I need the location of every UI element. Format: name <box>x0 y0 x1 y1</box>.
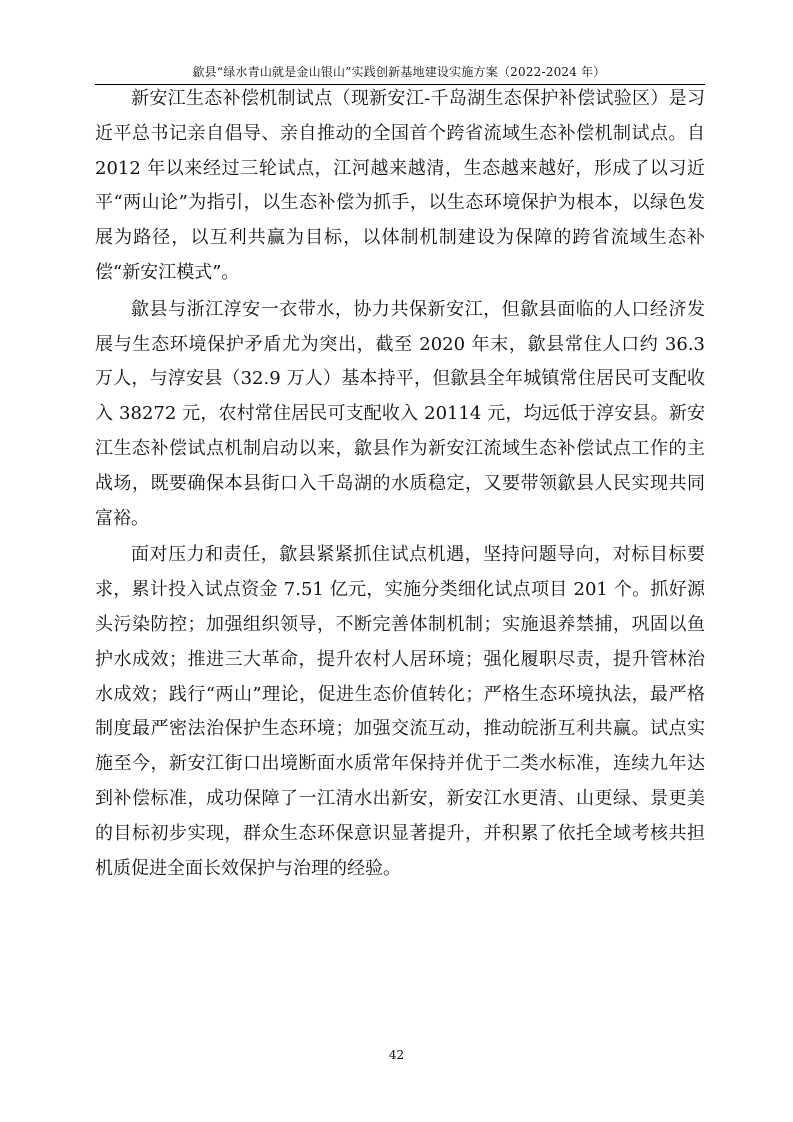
running-header: 歙县“绿水青山就是金山银山”实践创新基地建设实施方案（2022-2024 年） <box>192 65 606 79</box>
paragraph-shexian-chunan: 歙县与浙江淳安一衣带水，协力共保新安江，但歙县面临的人口经济发展与生态环境保护矛盾尤为突出，截至 2020 年末，歙县常住人口约 36.3 万人，与淳安县（32.9 万人）基本持平，但歙县全年城镇常住居民可支配收入 38272 元，农村常住居民可支配收入 20114 元，均远低于淳安县。新安江生态补偿试点机制启动以来，歙县作为新安江流域生态补偿试点工作的主战场，既要确保本县街口入千岛湖的水质稳定，又要带领歙县人民实现共同富裕。 <box>95 298 705 529</box>
body-text <box>95 82 705 888</box>
page-number: 42 <box>388 1048 405 1062</box>
paragraph-pilot-results: 面对压力和责任，歙县紧紧抓住试点机遇，坚持问题导向，对标目标要求，累计投入试点资金 7.51 亿元，实施分类细化试点项目 201 个。抓好源头污染防控；加强组织领导，不断完善体制机制；实施退养禁捕，巩固以鱼护水成效；推进三大革命，提升农村人居环境；强化履职尽责，提升管林治水成效；践行“两山”理论，促进生态价值转化；严格生态环境执法，最严格制度最严密法治保护生态环境；加强交流互动，推动皖浙互利共赢。试点实施至今，新安江街口出境断面水质常年保持并优于二类水标准，连续九年达到补偿标准，成功保障了一江清水出新安，新安江水更清、山更绿、景更美的目标初步实现，群众生态环保意识显著提升，并积累了依托全域考核共担机质促进全面长效保护与治理的经验。 <box>95 544 705 879</box>
paragraph-xinanjiang-pilot: 新安江生态补偿机制试点（现新安江-千岛湖生态保护补偿试验区）是习近平总书记亲自倡导、亲自推动的全国首个跨省流域生态补偿机制试点。自 2012 年以来经过三轮试点，江河越来越清，生态越来越好，形成了以习近平“两山论”为指引，以生态补偿为抓手，以生态环境保护为根本，以绿色发展为路径，以互利共赢为目标，以体制机制建设为保障的跨省流域生态补偿“新安江模式”。 <box>95 88 705 283</box>
